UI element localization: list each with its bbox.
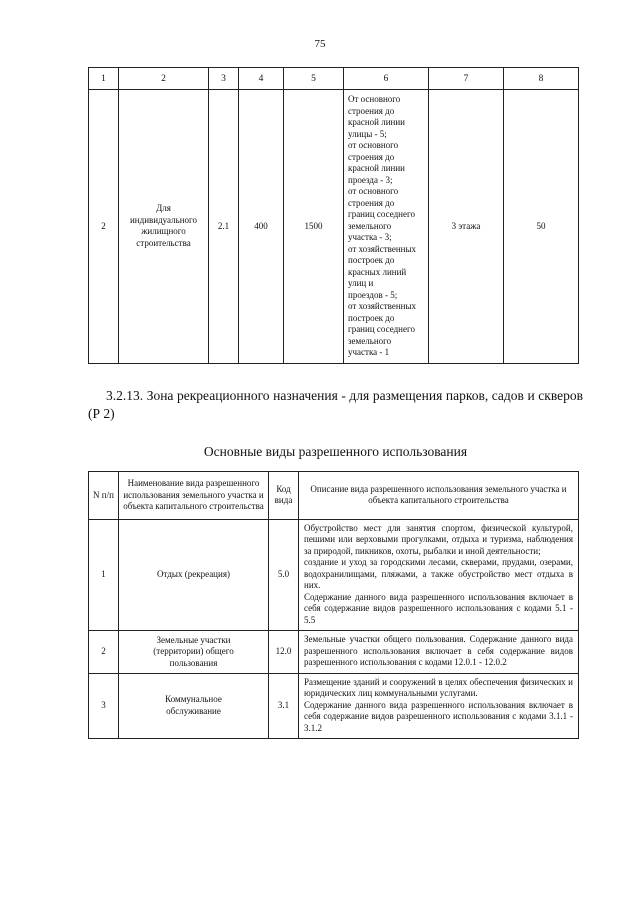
use-code: 5.0 [269, 519, 299, 631]
description-paragraph: Земельные участки общего пользования. Содержание данного вида разрешенного использования включает в себя содержание видов разрешенного использования с кодами 12.0.1 - 12.0.2 [304, 634, 573, 667]
header-row [89, 472, 579, 520]
use-description [299, 519, 579, 631]
column-number: 4 [239, 68, 284, 90]
setback-distances [344, 90, 429, 364]
setback-line: от основного [348, 140, 399, 150]
column-number: 1 [89, 68, 119, 90]
use-name: Земельные участки (территории) общего пользования [119, 631, 269, 674]
section-heading: 3.2.13. Зона рекреационного назначения - для размещения парков, садов и скверов (Р 2) [88, 388, 583, 421]
setback-line: построек до [348, 312, 395, 323]
table-row [89, 673, 579, 739]
setback-line: земельного [348, 220, 392, 231]
description-paragraph: Обустройство мест для занятия спортом, физической культурой, пешими или верховыми прогулками, отдыха и туризма, наблюдения за природой, пикников, охоты, рыбалки и иной деятельности; [304, 522, 573, 556]
setback-line: строения до [348, 105, 395, 116]
table-row [89, 519, 579, 631]
setback-line: улиц и [348, 278, 374, 288]
header-code: Код вида [269, 472, 299, 520]
setback-line: от хозяйственных [348, 243, 417, 254]
description-paragraph: Содержание данного вида разрешенного использования включает в себя содержание видов разрешенного использования с кодами 5.1 - 5.5 [304, 591, 573, 625]
zone-parameters-table [88, 67, 579, 364]
max-area: 1500 [284, 90, 344, 364]
permitted-uses-table [88, 471, 579, 739]
use-name: Коммунальное обслуживание [119, 673, 269, 739]
table-row [89, 631, 579, 674]
setback-line: участка - 3; [348, 232, 392, 242]
column-number: 3 [209, 68, 239, 90]
use-description [299, 631, 579, 674]
setback-line: участка - 1 [348, 347, 390, 357]
row-number: 1 [89, 519, 119, 631]
column-number-row [89, 68, 579, 90]
setback-line: земельного [348, 335, 392, 346]
row-number: 2 [89, 90, 119, 364]
setback-line: границ соседнего [348, 209, 415, 219]
column-number: 6 [344, 68, 429, 90]
use-name: Отдых (рекреация) [119, 519, 269, 631]
use-code: 12.0 [269, 631, 299, 674]
use-code: 2.1 [209, 90, 239, 364]
max-floors: 3 этажа [429, 90, 504, 364]
setback-line: построек до [348, 255, 395, 265]
setback-line: проездов - 5; [348, 289, 398, 300]
header-num: N п/п [89, 472, 119, 520]
column-number: 7 [429, 68, 504, 90]
section-subheading: Основные виды разрешенного использования [203, 444, 468, 459]
setback-line: границ соседнего [348, 324, 415, 334]
use-description [299, 673, 579, 739]
setback-line: красной линии [348, 117, 406, 127]
page-number: 75 [314, 38, 326, 50]
row-number: 2 [89, 631, 119, 674]
setback-line: строения до [348, 197, 395, 208]
header-description: Описание вида разрешенного использования земельного участка и объекта капитального строительства [299, 472, 579, 520]
table-row [89, 90, 579, 364]
column-number: 5 [284, 68, 344, 90]
setback-line: красной линии [348, 163, 406, 173]
use-code: 3.1 [269, 673, 299, 739]
setback-line: проезда - 3; [348, 174, 393, 185]
setback-line: улицы - 5; [348, 128, 387, 139]
description-paragraph: создание и уход за городскими лесами, скверами, прудами, озерами, водохранилищами, пляжами, а также обустройство мест отдыха в них. [304, 557, 573, 590]
max-coverage-percent: 50 [504, 90, 579, 364]
setback-line: строения до [348, 151, 395, 162]
description-paragraph: Содержание данного вида разрешенного использования включает в себя содержание видов разрешенного использования с кодами 3.1.1 - 3.1.2 [304, 699, 573, 733]
setback-line: красных линий [348, 266, 407, 277]
row-number: 3 [89, 673, 119, 739]
setback-line: От основного [348, 94, 401, 104]
column-number: 2 [119, 68, 209, 90]
description-paragraph: Размещение зданий и сооружений в целях обеспечения физических и юридических лиц коммунальными услугами. [304, 676, 573, 698]
min-area: 400 [239, 90, 284, 364]
column-number: 8 [504, 68, 579, 90]
setback-line: от хозяйственных [348, 301, 417, 311]
header-name: Наименование вида разрешенного использования земельного участка и объекта капитального строительства [119, 472, 269, 520]
use-name: Для индивидуального жилищного строительства [119, 90, 209, 364]
setback-line: от основного [348, 186, 399, 196]
